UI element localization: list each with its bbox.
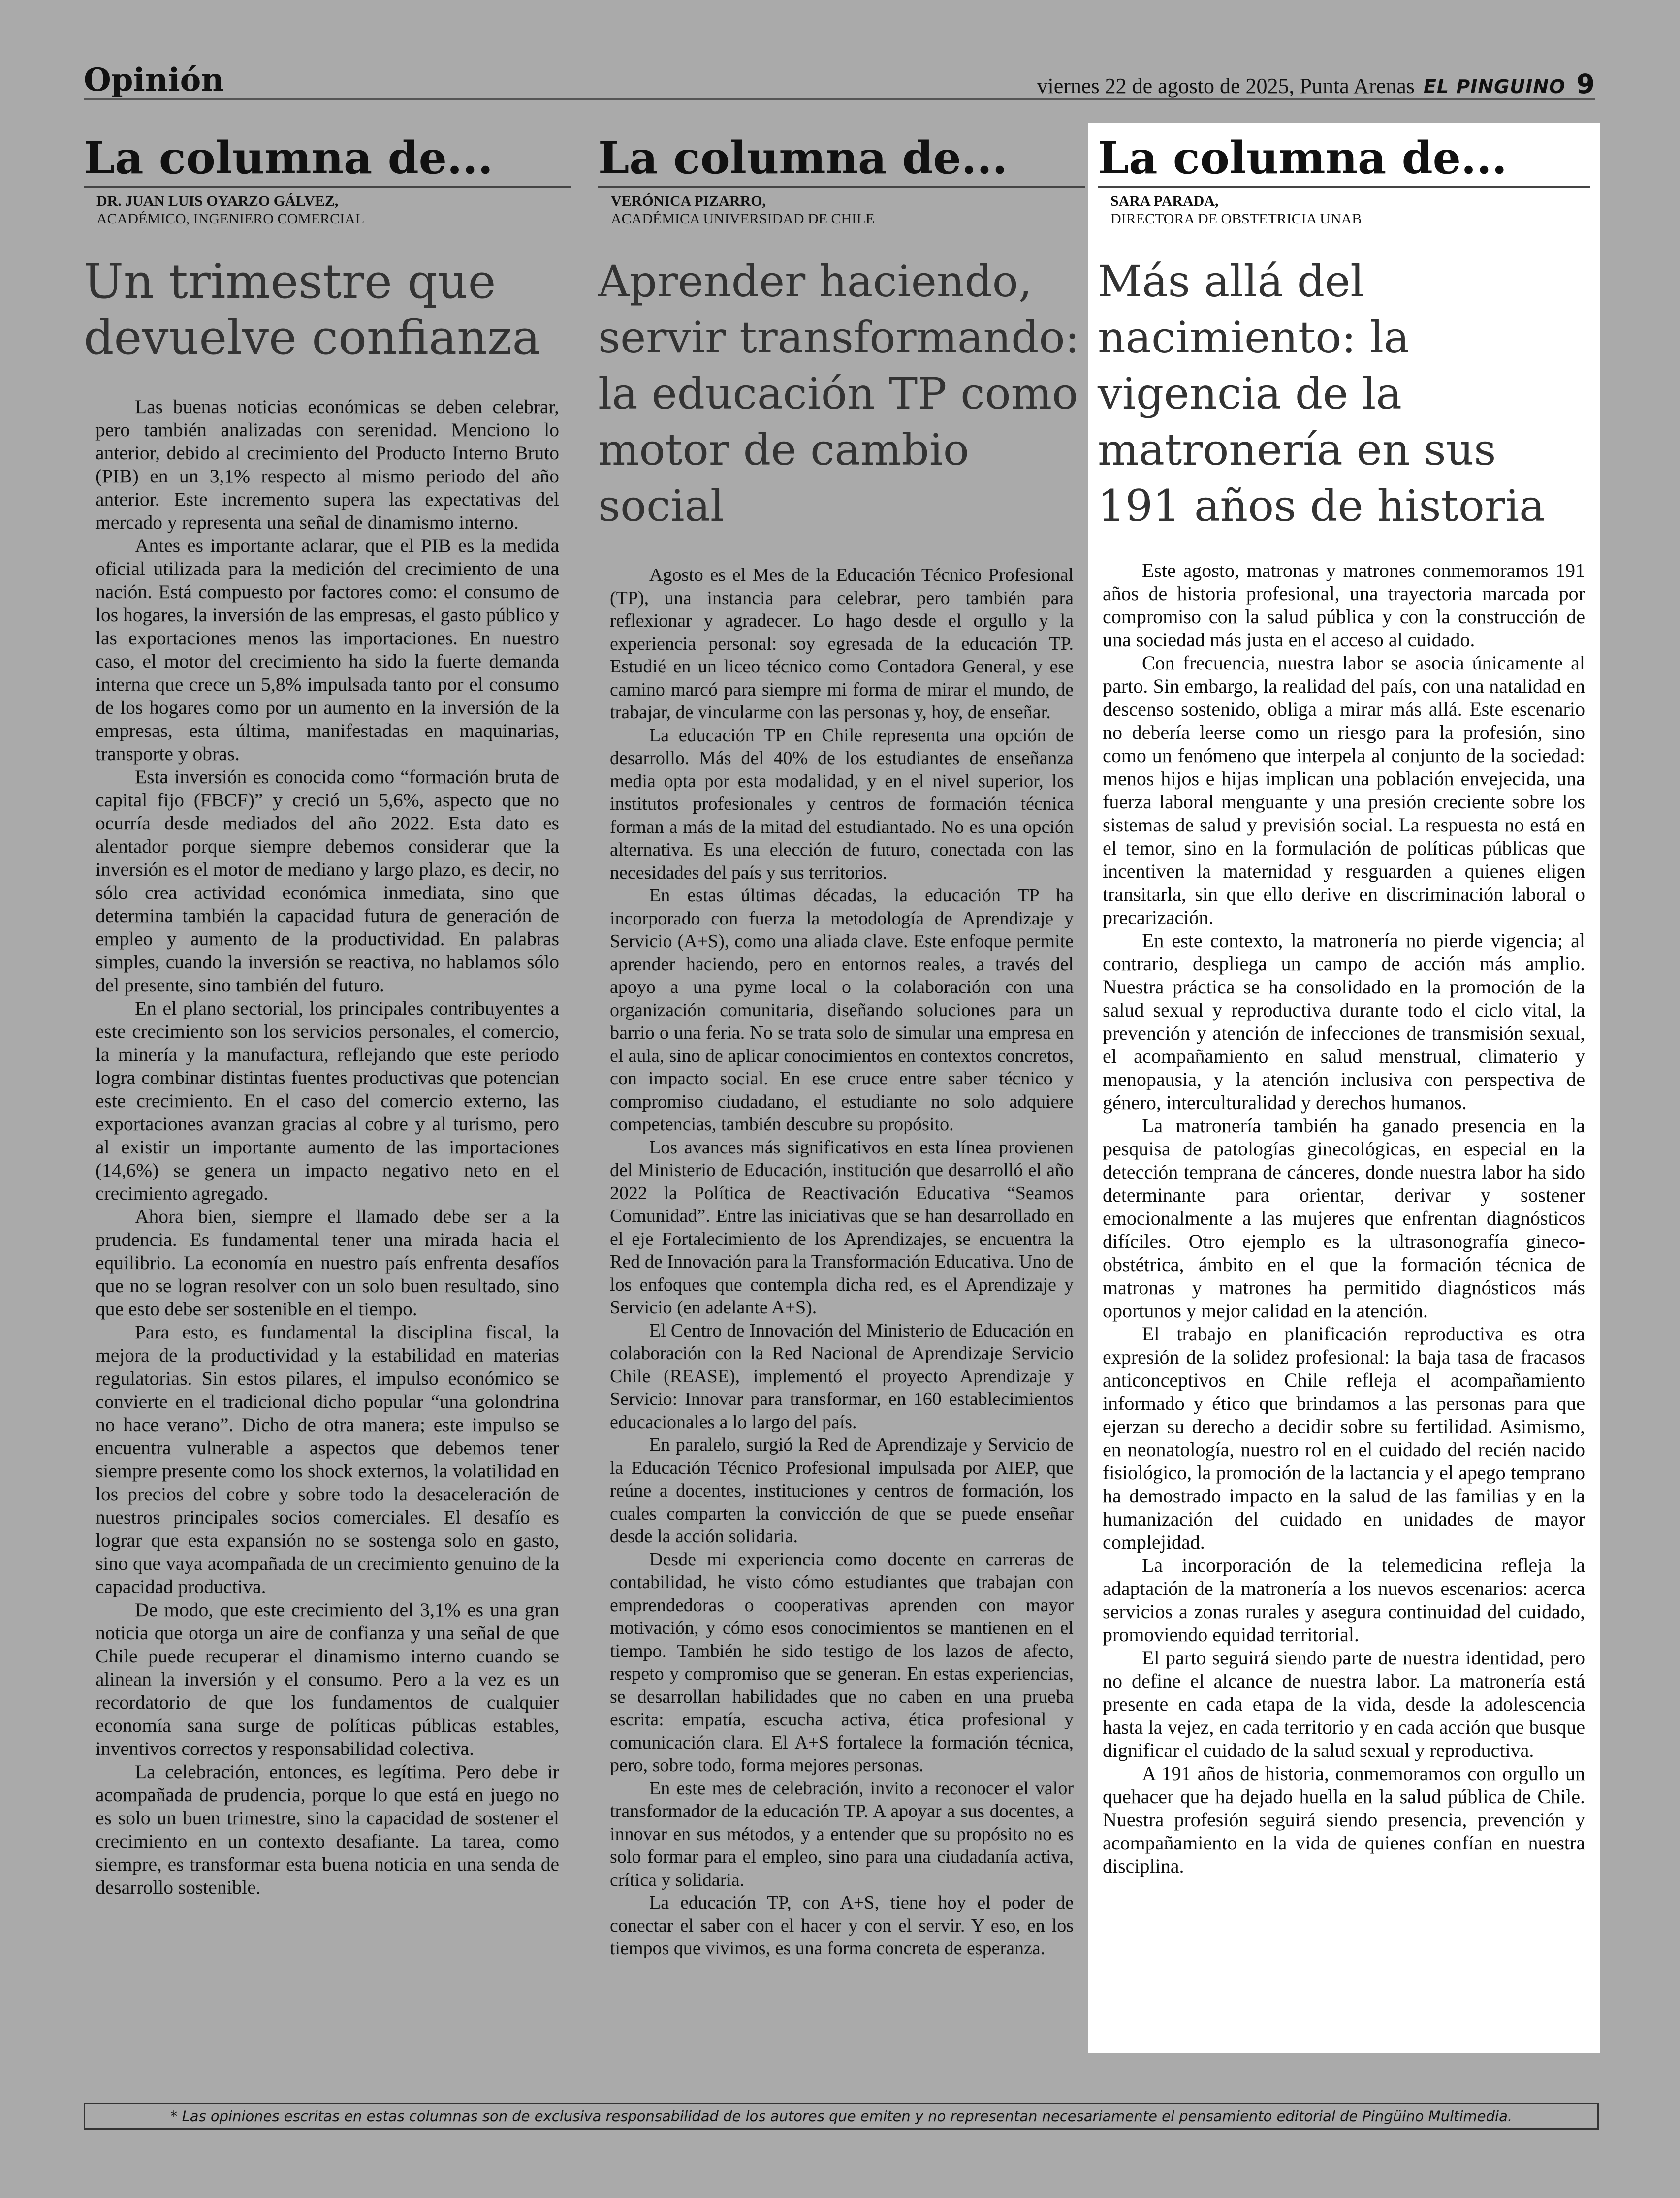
paragraph: Para esto, es fundamental la disciplina fiscal, la mejora de la productividad y la estabilidad en materias regulatorias. Sin estos pilares, el impulso económico se convierte en el tradicional dicho popular “una golondrina no hace verano”. Dicho de otra manera; este impulso se encuentra vulnerable a aspectos que debemos tener siempre presente como los shock externos, la volatilidad en los precios del cobre y sobre todo la desaceleración de nuestros principales socios comerciales. El desafío es lograr que esta expansión no se sostenga solo en gasto, sino que vaya acompañada de un crecimiento genuino de la capacidad productiva. bbox=[95, 1321, 559, 1597]
article-headline: Más allá del nacimiento: la vigencia de la matronería en sus 191 años de historia bbox=[1098, 256, 1545, 531]
column-kicker: La columna de... bbox=[598, 132, 1085, 188]
paragraph: A 191 años de historia, conmemoramos con orgullo un quehacer que ha dejado huella en la salud pública de Chile. Nuestra profesión seguirá siendo presencia, prevención y acompañamiento en la vida de quienes confían en nuestra disciplina. bbox=[1103, 1762, 1585, 1877]
paragraph: La celebración, entonces, es legítima. Pero debe ir acompañada de prudencia, porque lo que está en juego no es solo un buen trimestre, sino la capacidad de sostener el crecimiento en un contexto desafiante. La tarea, como siempre, es transformar esta buena noticia en una senda de desarrollo sostenible. bbox=[95, 1761, 559, 1898]
page-header bbox=[84, 62, 1595, 100]
byline bbox=[1110, 192, 1590, 228]
article-headline: Aprender haciendo, servir transformando: la educación TP como motor de cambio social bbox=[598, 256, 1080, 531]
paragraph: En este mes de celebración, invito a reconocer el valor transformador de la educación TP. A apoyar a sus docentes, a innovar en sus métodos, y a entender que su propósito no es solo formar para el empleo, sino para una ciudadanía activa, crítica y solidaria. bbox=[610, 1778, 1074, 1890]
article-body bbox=[598, 564, 1085, 1960]
column-3 bbox=[1088, 123, 1600, 2053]
paragraph: El Centro de Innovación del Ministerio de Educación en colaboración con la Red Nacional de Aprendizaje Servicio Chile (REASE), implementó el proyecto Aprendizaje y Servicio: Innovar para transformar, en 160 establecimientos educacionales a lo largo del país. bbox=[610, 1320, 1074, 1433]
paragraph: La matronería también ha ganado presencia en la pesquisa de patologías ginecológicas, en especial en la detección temprana de cánceres, donde nuestra labor ha sido determinante para orientar, derivar y sostener emocionalmente a las mujeres que enfrentan diagnósticos difíciles. Otro ejemplo es la ultrasonografía gineco-obstétrica, ámbito en el que la formación técnica de matronas y matrones ha permitido diagnósticos más oportunos y mejor calidad en la atención. bbox=[1103, 1115, 1585, 1322]
byline bbox=[96, 192, 571, 228]
author-role: DIRECTORA DE OBSTETRICIA UNAB bbox=[1110, 211, 1362, 227]
section-title: Opinión bbox=[84, 62, 224, 98]
author-name: DR. JUAN LUIS OYARZO GÁLVEZ, bbox=[96, 193, 339, 209]
paragraph: En el plano sectorial, los principales contribuyentes a este crecimiento son los servicios personales, el comercio, la minería y la manufactura, reflejando que este periodo logra combinar distintas fuentes productivas que potencian este crecimiento. En el caso del comercio externo, las exportaciones avanzan gracias al cobre y al turismo, pero al existir un importante aumento de las importaciones (14,6%) se genera un impacto negativo neto en el crecimiento agregado. bbox=[95, 997, 559, 1204]
article-body bbox=[84, 395, 571, 1899]
author-name: SARA PARADA, bbox=[1110, 193, 1219, 209]
brand-logo: EL PINGUINO bbox=[1423, 76, 1566, 97]
byline bbox=[611, 192, 1085, 228]
paragraph: Esta inversión es conocida como “formación bruta de capital fijo (FBCF)” y creció un 5,6%, aspecto que no ocurría desde mediados del año 2022. Esta dato es alentador porque siempre debemos considerar que la inversión es el motor de mediano y largo plazo, es decir, no sólo crea actividad económica inmediata, sino que determina también la capacidad futura de generación de empleo y aumento de la productividad. En palabras simples, cuando la inversión se reactiva, no hablamos sólo del presente, sino también del futuro. bbox=[95, 766, 559, 996]
article-headline: Un trimestre que devuelve confianza bbox=[84, 254, 540, 365]
author-name: VERÓNICA PIZARRO, bbox=[611, 193, 766, 209]
paragraph: La educación TP, con A+S, tiene hoy el poder de conectar el saber con el hacer y con el servir. Y eso, en los tiempos que vivimos, es una forma concreta de esperanza. bbox=[610, 1892, 1074, 1959]
paragraph: Este agosto, matronas y matrones conmemoramos 191 años de historia profesional, una trayectoria marcada por compromiso con la salud pública y con la construcción de una sociedad más justa en el acceso al cuidado. bbox=[1103, 559, 1585, 651]
paragraph: El parto seguirá siendo parte de nuestra identidad, pero no define el alcance de nuestra labor. La matronería está presente en cada etapa de la vida, desde la adolescencia hasta la vejez, en cada territorio y en cada acción que busque dignificar el cuidado de la salud sexual y reproductiva. bbox=[1103, 1647, 1585, 1761]
paragraph: En este contexto, la matronería no pierde vigencia; al contrario, despliega un campo de acción más amplio. Nuestra práctica se ha consolidado en la promoción de la salud sexual y reproductiva durante todo el ciclo vital, la prevención y atención de infecciones de transmisión sexual, el acompañamiento en salud menstrual, climaterio y menopausia, y la atención inclusiva con perspectiva de género, interculturalidad y derechos humanos. bbox=[1103, 929, 1585, 1114]
paragraph: En paralelo, surgió la Red de Aprendizaje y Servicio de la Educación Técnico Profesional impulsada por AIEP, que reúne a docentes, instituciones y centros de formación, los cuales comparten la convicción de que se puede enseñar desde la acción solidaria. bbox=[610, 1434, 1074, 1547]
column-kicker: La columna de... bbox=[84, 132, 571, 188]
disclaimer-footnote: * Las opiniones escritas en estas columnas son de exclusiva responsabilidad de los autores que emiten y no representan necesariamente el pensamiento editorial de Pingüino Multimedia. bbox=[84, 2103, 1599, 2130]
paragraph: Con frecuencia, nuestra labor se asocia únicamente al parto. Sin embargo, la realidad del país, con una natalidad en descenso sostenido, obliga a mirar más allá. Este escenario no debería leerse como un riesgo para la profesión, sino como un fenómeno que interpela al conjunto de la sociedad: menos hijos e hijas implican una población envejecida, una fuerza laboral menguante y una presión creciente sobre los sistemas de salud y previsión social. La respuesta no está en el temor, sino en la formulación de políticas públicas que incentiven la maternidad y resguarden a quienes eligen transitarla, sin que ello derive en discriminación laboral o precarización. bbox=[1103, 652, 1585, 928]
author-role: ACADÉMICA UNIVERSIDAD DE CHILE bbox=[611, 211, 875, 227]
paragraph: El trabajo en planificación reproductiva es otra expresión de la solidez profesional: la baja tasa de fracasos anticonceptivos en Chile refleja el acompañamiento informado y ético que brindamos a las personas para que ejerzan su derecho a decidir sobre su fertilidad. Asimismo, en neonatología, nuestro rol en el cuidado del recién nacido fisiológico, la promoción de la lactancia y el apego temprano ha demostrado impacto en la salud de las familias y en la humanización del cuidado en unidades de mayor complejidad. bbox=[1103, 1323, 1585, 1553]
paragraph: La incorporación de la telemedicina refleja la adaptación de la matronería a los nuevos escenarios: acerca servicios a zonas rurales y asegura continuidad del cuidado, promoviendo equidad territorial. bbox=[1103, 1554, 1585, 1646]
article-body bbox=[1098, 559, 1590, 1878]
column-2 bbox=[598, 123, 1085, 2053]
dateline: viernes 22 de agosto de 2025, Punta Arenas bbox=[1037, 74, 1415, 98]
paragraph: Ahora bien, siempre el llamado debe ser a la prudencia. Es fundamental tener una mirada hacia el equilibrio. La economía en nuestro país enfrenta desafíos que no se logran resolver con un solo buen resultado, sino que esto debe ser sostenible en el tiempo. bbox=[95, 1206, 559, 1320]
paragraph: Agosto es el Mes de la Educación Técnico Profesional (TP), una instancia para celebrar, pero también para reflexionar y agradecer. Lo hago desde el orgullo y la experiencia personal: soy egresada de la educación TP. Estudié en un liceo técnico como Contadora General, y ese camino marcó para siempre mi forma de mirar el mundo, de trabajar, de vincularme con las personas y, hoy, de enseñar. bbox=[610, 565, 1074, 723]
paragraph: Desde mi experiencia como docente en carreras de contabilidad, he visto cómo estudiantes que trabajan con emprendedoras o cooperativas aprenden con mayor motivación, y cómo esos conocimientos se mantienen en el tiempo. También he sido testigo de los lazos de afecto, respeto y compromiso que se generan. En estas experiencias, se desarrollan habilidades que no caben en una prueba escrita: empatía, escucha activa, ética profesional y comunicación clara. El A+S fortalece la formación técnica, pero, sobre todo, forma mejores personas. bbox=[610, 1549, 1074, 1776]
column-kicker: La columna de... bbox=[1098, 132, 1590, 188]
paragraph: Antes es importante aclarar, que el PIB es la medida oficial utilizada para la medición del crecimiento de una nación. Está compuesto por factores como: el consumo de los hogares, la inversión de las empresas, el gasto público y las exportaciones menos las importaciones. En nuestro caso, el motor del crecimiento ha sido la fuerte demanda interna que crece un 5,8% impulsada tanto por el consumo de los hogares como por un aumento en la inversión de la empresas, esta última, manifestadas en maquinarias, transporte y obras. bbox=[95, 535, 559, 765]
paragraph: La educación TP en Chile representa una opción de desarrollo. Más del 40% de los estudiantes de enseñanza media opta por esta modalidad, y en el nivel superior, los institutos profesionales y centros de formación técnica forman a más de la mitad del estudiantado. No es una opción alternativa. Es una elección de futuro, conectada con las necesidades del país y sus territorios. bbox=[610, 725, 1074, 883]
paragraph: Las buenas noticias económicas se deben celebrar, pero también analizadas con serenidad. Menciono lo anterior, debido al crecimiento del Producto Interno Bruto (PIB) en un 3,1% respecto al mismo periodo del año anterior. Este incremento supera las expectativas del mercado y representa una señal de dinamismo interno. bbox=[95, 396, 559, 533]
dateline-group bbox=[1037, 68, 1595, 99]
paragraph: Los avances más significativos en esta línea provienen del Ministerio de Educación, institución que desarrolló el año 2022 la Política de Reactivación Educativa “Seamos Comunidad”. Entre las iniciativas que se han desarrollado en el eje Fortalecimiento de los Aprendizajes, se encuentra la Red de Innovación para la Transformación Educativa. Uno de los enfoques que contempla dicha red, es el Aprendizaje y Servicio (en adelante A+S). bbox=[610, 1137, 1074, 1318]
page-number: 9 bbox=[1576, 68, 1595, 99]
paragraph: De modo, que este crecimiento del 3,1% es una gran noticia que otorga un aire de confianza y una señal de que Chile puede recuperar el dinamismo interno cuando se alinean la inversión y el consumo. Pero a la vez es un recordatorio de que los fundamentos de cualquier economía sana surge de políticas públicas estables, inventivos correctos y responsabilidad colectiva. bbox=[95, 1599, 559, 1759]
paragraph: En estas últimas décadas, la educación TP ha incorporado con fuerza la metodología de Aprendizaje y Servicio (A+S), como una aliada clave. Este enfoque permite aprender haciendo, pero en entornos reales, a través del apoyo a una pyme local o la colaboración con una organización comunitaria, diseñando soluciones para un barrio o una feria. No se trata solo de simular una empresa en el aula, sino de aplicar conocimientos en contextos concretos, con impacto social. En ese cruce entre saber técnico y compromiso ciudadano, el estudiante no solo adquiere competencias, también descubre su propósito. bbox=[610, 885, 1074, 1135]
author-role: ACADÉMICO, INGENIERO COMERCIAL bbox=[96, 211, 365, 227]
column-1 bbox=[84, 123, 571, 2053]
